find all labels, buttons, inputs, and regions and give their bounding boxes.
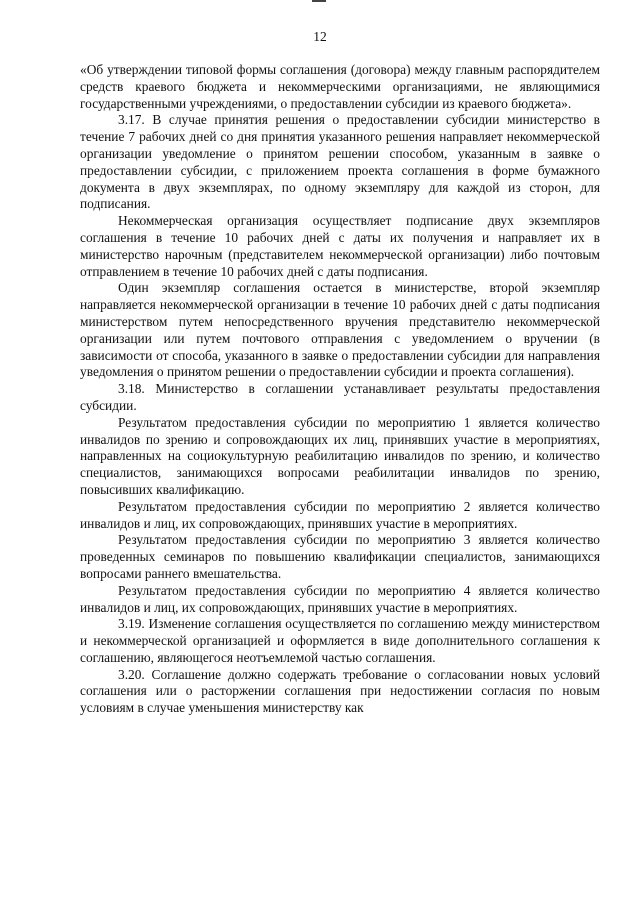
paragraph-result-event-4: Результатом предоставления субсидии по мероприятию 4 является количество инвалидов и лиц, их сопровождающих, принявших участие в мероприятиях. [80, 582, 600, 615]
paragraph-copy-delivery: Один экземпляр соглашения остается в министерстве, второй экземпляр направляется некоммерческой организации в течение 10 рабочих дней с даты подписания министерством путем непосредственного вручения представителю некоммерческой организации или путем почтового отправления с уведомлением о вручении (в зависимости от способа, указанного в заявке о предоставлении субсидии для направления уведомления о принятом решении о предоставлении субсидии и проекта соглашения). [80, 280, 600, 380]
paragraph-result-event-1: Результатом предоставления субсидии по мероприятию 1 является количество инвалидов по зрению и сопровождающих их лиц, принявших участие в мероприятиях, направленных на социокультурную реабилитацию инвалидов по зрению, и количество специалистов, занимающихся вопросами реабилитации инвалидов по зрению, повысивших квалификацию. [80, 414, 600, 497]
paragraph-3-19: 3.19. Изменение соглашения осуществляется по соглашению между министерством и некоммерческой организацией и оформляется в виде дополнительного соглашения к соглашению, являющегося неотъемлемой частью соглашения. [80, 616, 600, 665]
paragraph-signing: Некоммерческая организация осуществляет подписание двух экземпляров соглашения в течение 10 рабочих дней с даты их получения и направляет их в министерство нарочным (представителем некоммерческой организации) либо почтовым отправлением в течение 10 рабочих дней с даты подписания. [80, 213, 600, 279]
paragraph-3-17: 3.17. В случае принятия решения о предоставлении субсидии министерство в течение 7 рабочих дней со дня принятия указанного решения направляет некоммерческой организации уведомление о принятом решении способом, указанным в заявке о предоставлении субсидии, с приложением проекта соглашения в форме бумажного документа в двух экземплярах, по одному экземпляру для каждой из сторон, для подписания. [80, 112, 600, 212]
paragraph-3-18: 3.18. Министерство в соглашении устанавливает результаты предоставления субсидии. [80, 381, 600, 413]
paragraph-intro-quote: «Об утверждении типовой формы соглашения (договора) между главным распорядителем средств краевого бюджета и некоммерческими организациями, не являющимися государственными учреждениями, о предоставлении субсидии из краевого бюджета». [80, 62, 600, 111]
paragraph-result-event-2: Результатом предоставления субсидии по мероприятию 2 является количество инвалидов и лиц, их сопровождающих, принявших участие в мероприятиях. [80, 498, 600, 531]
top-edge-mark [312, 0, 326, 2]
paragraph-3-20: 3.20. Соглашение должно содержать требование о согласовании новых условий соглашения или о расторжении соглашения при недостижении согласия по новым условиям в случае уменьшения министерству как [80, 666, 600, 716]
document-body [80, 62, 600, 717]
paragraph-result-event-3: Результатом предоставления субсидии по мероприятию 3 является количество проведенных семинаров по повышению квалификации специалистов, занимающихся вопросами раннего вмешательства. [80, 532, 600, 581]
page-number: 12 [313, 29, 327, 44]
